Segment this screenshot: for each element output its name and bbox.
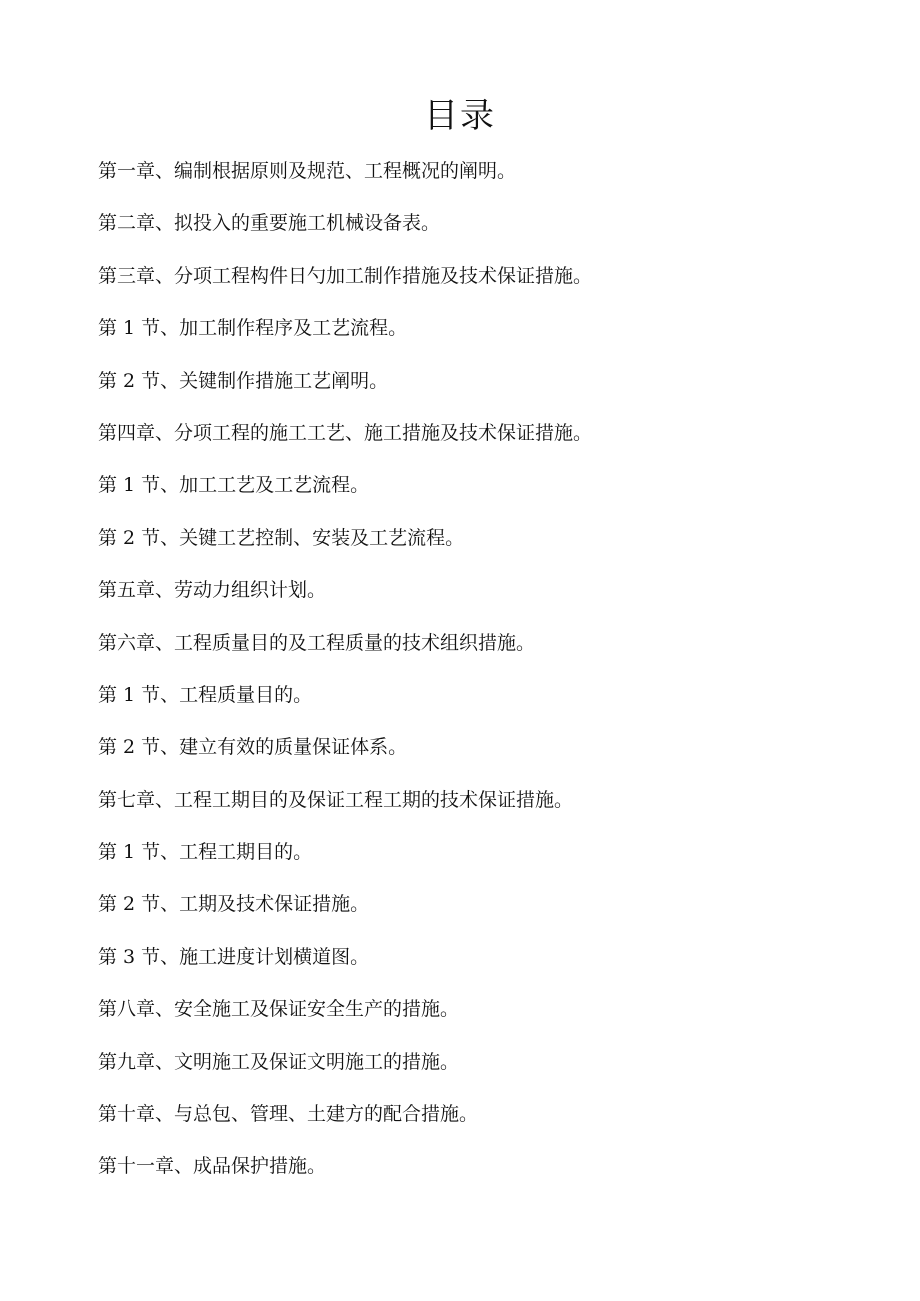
toc-entry-chapter-7-section-1: 第 1 节、工程工期目的。 — [98, 841, 313, 864]
toc-entry-chapter-6: 第六章、工程质量目的及工程质量的技术组织措施。 — [98, 631, 536, 654]
toc-entry-chapter-5: 第五章、劳动力组织计划。 — [98, 579, 327, 602]
toc-entry-chapter-1: 第一章、编制根据原则及规范、工程概况的阐明。 — [98, 160, 517, 182]
toc-entry-chapter-4: 第四章、分项工程的施工工艺、施工措施及技术保证措施。 — [98, 421, 593, 444]
toc-entry-chapter-7-section-2: 第 2 节、工期及技术保证措施。 — [98, 893, 370, 916]
toc-entry-chapter-8: 第八章、安全施工及保证安全生产的措施。 — [98, 998, 460, 1021]
toc-entry-chapter-9: 第九章、文明施工及保证文明施工的措施。 — [98, 1050, 460, 1073]
toc-entry-chapter-2: 第二章、拟投入的重要施工机械设备表。 — [98, 212, 441, 235]
toc-entry-chapter-7: 第七章、工程工期目的及保证工程工期的技术保证措施。 — [98, 788, 574, 811]
toc-entry-chapter-4-section-2: 第 2 节、关键工艺控制、安装及工艺流程。 — [98, 526, 465, 549]
toc-entry-chapter-3: 第三章、分项工程构件日勺加工制作措施及技术保证措施。 — [98, 264, 593, 287]
page-title: 目录 — [424, 96, 496, 136]
toc-entry-chapter-6-section-1: 第 1 节、工程质量目的。 — [98, 683, 313, 706]
toc-entry-chapter-3-section-2: 第 2 节、关键制作措施工艺阐明。 — [98, 369, 389, 392]
toc-entry-chapter-7-section-3: 第 3 节、施工进度计划横道图。 — [98, 945, 370, 968]
toc-entry-chapter-3-section-1: 第 1 节、加工制作程序及工艺流程。 — [98, 317, 408, 340]
toc-list — [98, 156, 592, 1204]
toc-entry-chapter-10: 第十章、与总包、管理、土建方的配合措施。 — [98, 1103, 479, 1126]
toc-entry-chapter-6-section-2: 第 2 节、建立有效的质量保证体系。 — [98, 736, 408, 759]
toc-entry-chapter-4-section-1: 第 1 节、加工工艺及工艺流程。 — [98, 474, 370, 497]
toc-entry-chapter-11: 第十一章、成品保护措施。 — [98, 1155, 327, 1178]
